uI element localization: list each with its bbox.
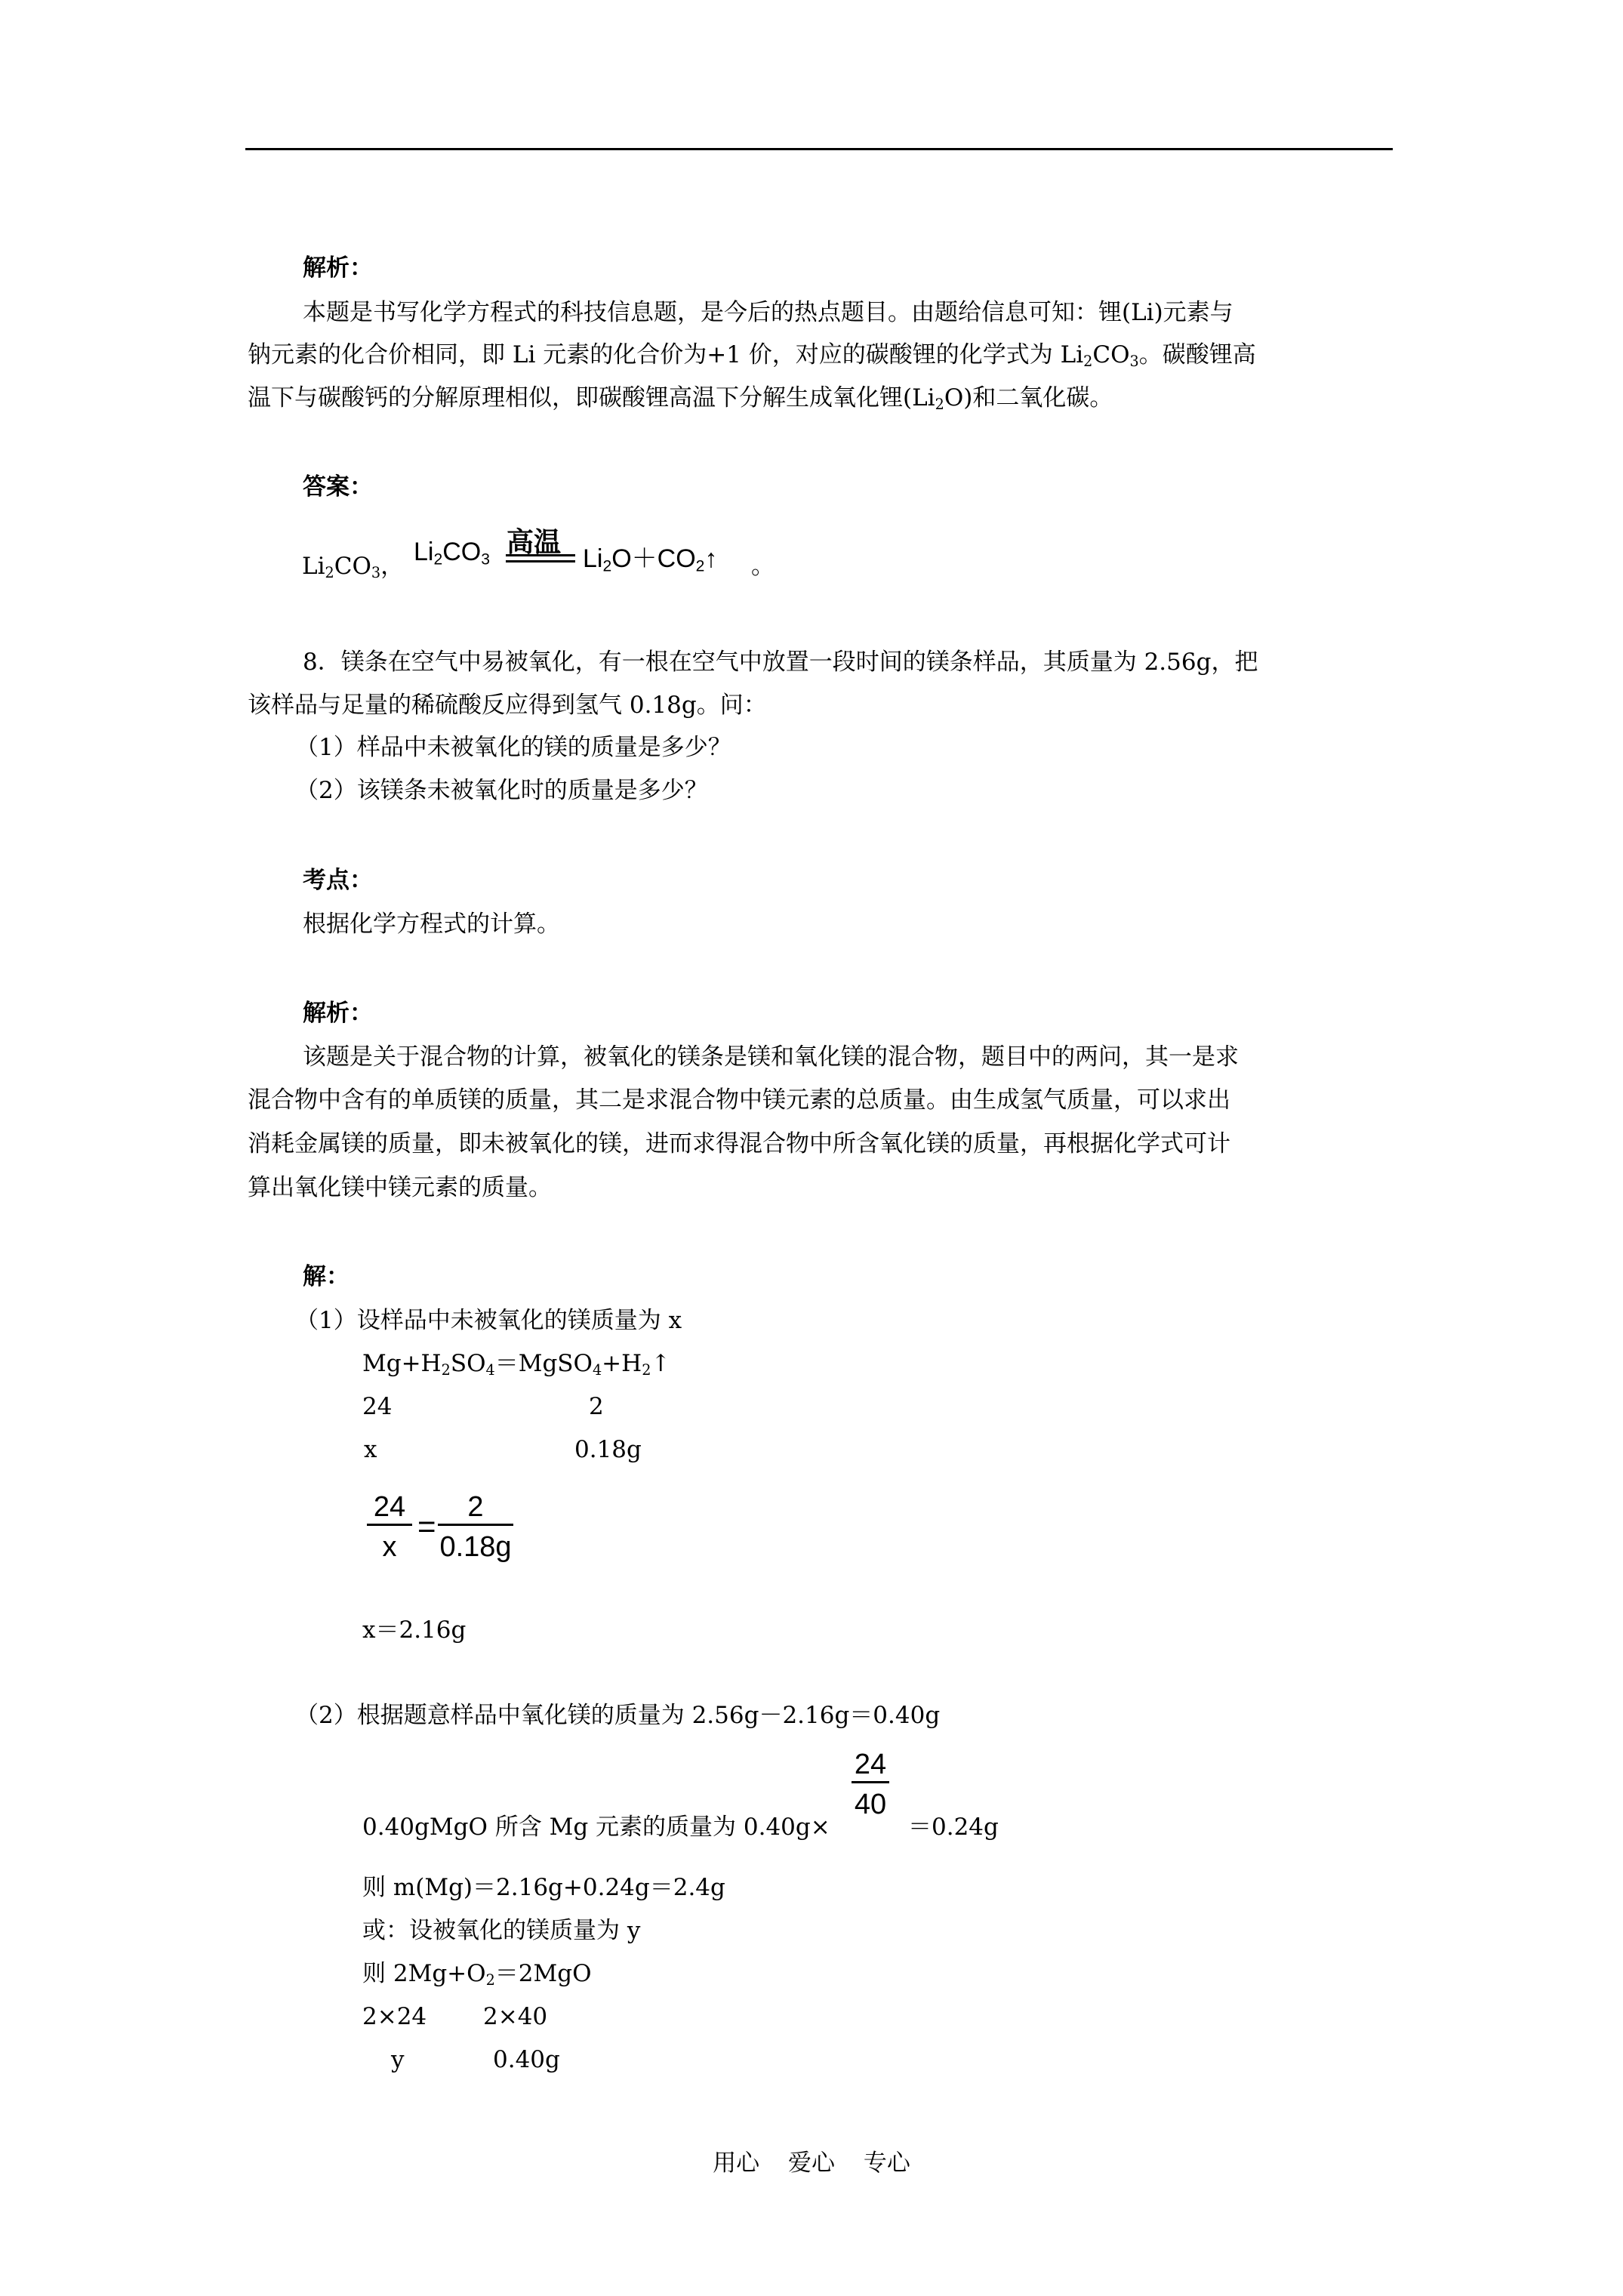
analysis2-line-3: 消耗金属镁的质量，即未被氧化的镁，进而求得混合物中所含氧化镁的质量，再根据化学式可计 — [248, 1130, 1230, 1157]
reaction-bar-top — [506, 554, 575, 556]
analysis2-line-2: 混合物中含有的单质镁的质量，其二是求混合物中镁元素的总质量。由生成氢气质量，可以求出 — [248, 1086, 1230, 1114]
key-point-text: 根据化学方程式的计算。 — [303, 911, 560, 938]
question-stem-line-2: 该样品与足量的稀硫酸反应得到氢气 0.18g。问： — [248, 692, 767, 719]
ratio-row-4-right: 0.40g — [493, 2046, 560, 2073]
ratio-row-1-right: 2 — [589, 1393, 604, 1420]
analysis-heading: 解析： — [303, 254, 373, 282]
ratio-row-1-left: 24 — [362, 1393, 393, 1420]
ratio-row-4-left: y — [391, 2046, 405, 2073]
solution-heading: 解： — [303, 1263, 350, 1290]
ratio-row-3-left: 2×24 — [362, 2003, 427, 2030]
analysis-line-1: 本题是书写化学方程式的科技信息题，是今后的热点题目。由题给信息可知：锂(Li)元素与 — [303, 299, 1233, 326]
ratio-row-2-right: 0.18g — [574, 1436, 642, 1463]
reaction-condition: 高温 — [507, 527, 562, 558]
solution-step-1: （1）设样品中未被氧化的镁质量为 x — [295, 1307, 682, 1334]
key-point-heading: 考点： — [303, 867, 373, 894]
answer-heading: 答案： — [303, 473, 373, 501]
equation-mg-h2so4: $Mg+H_2SO_4=MgSO_4+H_2↑$ — [362, 1350, 671, 1379]
answer-end-mark: 。 — [751, 553, 775, 580]
mgo-result: ＝0.24g — [908, 1814, 999, 1841]
x-result: x＝2.16g — [362, 1616, 467, 1644]
header-rule — [245, 148, 1393, 150]
mgo-fraction: $\frac{24}{40}$ — [852, 1748, 889, 1821]
page-footer: 用心 爱心 专心 — [713, 2150, 910, 2177]
analysis2-line-4: 算出氧化镁中镁元素的质量。 — [248, 1174, 552, 1201]
question-stem-line-1: 8．镁条在空气中易被氧化，有一根在空气中放置一段时间的镁条样品，其质量为 2.56g，把 — [303, 649, 1258, 676]
proportion-fraction-left: $\frac{24}{x}$ — [367, 1490, 412, 1564]
decomposition-equation: $Li_2CO_3$ 高温 $Li_2O+CO_2↑$ — [414, 521, 738, 581]
ratio-row-3-right: 2×40 — [483, 2003, 548, 2030]
analysis2-line-1: 该题是关于混合物的计算，被氧化的镁条是镁和氧化镁的混合物，题目中的两问，其一是求 — [303, 1043, 1239, 1071]
proportion-equals: = — [417, 1509, 436, 1544]
ratio-row-2-left: x — [364, 1436, 377, 1463]
answer-formula: $Li_2CO_3$， — [302, 553, 405, 581]
question-part-1: （1）样品中未被氧化的镁的质量是多少？ — [295, 734, 731, 761]
proportion-fraction-right: $\frac{2}{0.18g}$ — [438, 1490, 513, 1564]
mgo-mass-line: 0.40gMgO 所含 Mg 元素的质量为 0.40g× — [362, 1814, 830, 1841]
solution-step-2: （2）根据题意样品中氧化镁的质量为 2.56g－2.16g＝0.40g — [295, 1702, 941, 1729]
question-part-2: （2）该镁条未被氧化时的质量是多少？ — [295, 777, 708, 804]
total-mg-mass: 则 m(Mg)＝2.16g+0.24g＝2.4g — [362, 1874, 725, 1901]
analysis-line-2: 钠元素的化合价相同，即 Li 元素的化合价为+1 价，对应的碳酸锂的化学式为 $Li_2CO_3$。碳酸锂高 — [248, 341, 1256, 370]
analysis-line-3: 温下与碳酸钙的分解原理相似，即碳酸锂高温下分解生成氧化锂$(Li_2O)$和二氧化碳。 — [248, 384, 1113, 413]
equation-mg-o2: 则 $2Mg+O_2=2MgO$ — [362, 1960, 592, 1989]
analysis2-heading: 解析： — [303, 1000, 373, 1027]
reaction-bar-bottom — [506, 560, 575, 562]
alternative-method: 或：设被氧化的镁质量为 y — [362, 1917, 641, 1944]
